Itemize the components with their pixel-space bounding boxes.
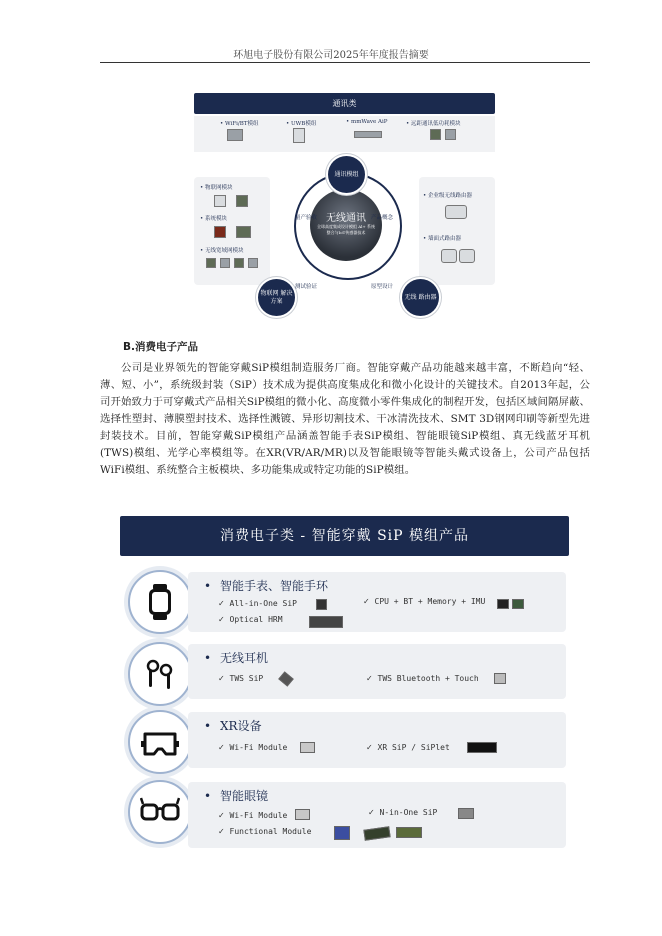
row-title [204, 649, 268, 666]
module-image [497, 599, 509, 609]
product-item-label: TWS Bluetooth + Touch [377, 674, 479, 683]
vr-icon-circle [128, 710, 192, 774]
comm-item-enterprise-router: • 企业级无线路由器 [423, 193, 472, 199]
comm-item-lpwa: • 远距通讯低功耗模块 [406, 121, 461, 127]
check-icon: ✓ [363, 597, 370, 606]
comm-item-iot: • 物联网模块 [200, 185, 233, 191]
product-item-label: XR SiP / SiPlet [377, 743, 450, 752]
watch-icon [140, 582, 180, 622]
glasses-icon-circle [128, 780, 192, 844]
module-image [248, 258, 258, 268]
module-image [236, 226, 251, 238]
module-image [445, 129, 456, 140]
row-title-text: 智能手表、智能手环 [220, 579, 329, 593]
row-title [204, 717, 262, 734]
product-item [366, 743, 450, 752]
module-image [334, 826, 350, 840]
product-item [218, 811, 287, 820]
comm-item-wall-router: • 墙面式路由器 [423, 236, 461, 242]
product-item [218, 827, 311, 836]
stage-mass-production: 量产验收 [295, 215, 318, 221]
wireless-center [310, 189, 382, 261]
check-icon: ✓ [218, 811, 225, 820]
product-row-watch [188, 572, 566, 632]
module-image [494, 673, 506, 684]
row-title [204, 787, 268, 804]
row-title [204, 577, 328, 594]
module-image [396, 827, 422, 838]
stage-concept: 产品概念 [371, 215, 394, 221]
comm-left-panel [194, 177, 270, 285]
product-item [218, 615, 283, 624]
check-icon: ✓ [218, 674, 225, 683]
section-title: B.消费电子产品 [123, 341, 198, 353]
module-image [430, 129, 441, 140]
comm-item-system: • 系统模块 [200, 216, 227, 222]
module-image [234, 258, 244, 268]
comm-item-wifi-bt: • WiFi/BT模组 [220, 121, 259, 127]
product-item-label: TWS SiP [229, 674, 264, 683]
row-title-text: 智能眼镜 [220, 789, 269, 803]
comm-top-row [194, 116, 495, 152]
product-item-label: Wi-Fi Module [229, 811, 288, 820]
center-title: 无线通讯 [326, 213, 366, 224]
module-image [458, 808, 474, 819]
product-item [363, 597, 485, 606]
product-row-earbuds [188, 644, 566, 699]
module-image [512, 599, 524, 609]
product-item [218, 599, 297, 608]
module-image [278, 671, 294, 686]
communications-figure [194, 93, 495, 319]
module-image [214, 226, 226, 238]
product-item-label: Wi-Fi Module [229, 743, 288, 752]
module-image [363, 826, 390, 841]
product-item-label: Functional Module [229, 827, 312, 836]
header-divider [100, 62, 590, 63]
glasses-icon [140, 792, 180, 832]
check-icon: ✓ [218, 743, 225, 752]
module-image [220, 258, 230, 268]
stage-test: 测试验证 [295, 284, 318, 290]
comm-item-mmwave: • mmWave AiP [346, 119, 388, 125]
row-title-text: XR设备 [220, 719, 262, 733]
module-image [316, 599, 327, 610]
comm-item-wwan: • 无线宽域网模块 [200, 248, 244, 254]
module-image [354, 131, 382, 138]
module-image [293, 128, 305, 143]
module-image [227, 129, 243, 141]
node-wireless-router: 无线 路由器 [402, 279, 439, 316]
product-item [368, 808, 437, 817]
earbuds-icon [140, 654, 180, 694]
product-item [218, 674, 263, 683]
consumer-figure-title: 消费电子类 - 智能穿戴 SiP 模组产品 [120, 516, 569, 556]
check-icon: ✓ [218, 827, 225, 836]
product-row-glasses [188, 782, 566, 848]
product-item-label: Optical HRM [229, 615, 283, 624]
module-image [236, 195, 248, 207]
earbuds-icon-circle [128, 642, 192, 706]
product-item-label: N-in-One SiP [379, 808, 438, 817]
router-image [459, 249, 475, 263]
stage-prototype: 原型设计 [371, 284, 394, 290]
bullet: • [204, 719, 212, 733]
module-image [467, 742, 497, 753]
check-icon: ✓ [366, 674, 373, 683]
bullet: • [204, 651, 212, 665]
check-icon: ✓ [366, 743, 373, 752]
row-title-text: 无线耳机 [220, 651, 269, 665]
check-icon: ✓ [218, 615, 225, 624]
page-header: 环旭电子股份有限公司2025年年度报告摘要 [233, 50, 429, 61]
module-image [206, 258, 216, 268]
comm-figure-title: 通讯类 [194, 93, 495, 114]
module-image [214, 195, 226, 207]
comm-item-uwb: • UWB模组 [286, 121, 317, 127]
product-item-label: All-in-One SiP [229, 599, 297, 608]
product-row-xr [188, 712, 566, 768]
product-item-label: CPU + BT + Memory + IMU [374, 597, 486, 606]
product-item [366, 674, 479, 683]
bullet: • [204, 579, 212, 593]
vr-headset-icon [140, 722, 180, 762]
node-comm-module: 通讯模组 [328, 156, 365, 193]
comm-right-panel [419, 177, 495, 285]
module-image [309, 616, 343, 628]
check-icon: ✓ [218, 599, 225, 608]
router-image [441, 249, 457, 263]
check-icon: ✓ [368, 808, 375, 817]
bullet: • [204, 789, 212, 803]
section-paragraph: 公司是业界领先的智能穿戴SiP模组制造服务厂商。智能穿戴产品功能越来越丰富，不断趋向“轻、薄、短、小”，系统级封装（SiP）技术成为提供高度集成化和微小化设计的关键技术。自2013年起，公司开始致力于可穿戴式产品相关SiP模组的微小化、高度微小零件集成化的制程开发，包括区域间隔屏蔽、选择性塑封、薄膜塑封技术、选择性溅镀、异形切割技术、干冰清洗技术、SMT 3D钢网印刷等新型先进封装技术。目前，智能穿戴SiP模组产品涵盖智能手表SiP模组、智能眼镜SiP模组、真无线蓝牙耳机(TWS)模组、光学心率模组等。在XR(VR/AR/MR)以及智能眼镜等智能头戴式设备上，公司产品包括WiFi模组、系统整合主板模块、多功能集成或特定功能的SiP模组。 [100, 362, 590, 476]
watch-icon-circle [128, 570, 192, 634]
module-image [295, 809, 310, 820]
module-image [300, 742, 315, 753]
router-image [445, 205, 467, 219]
center-subtitle: 全球高度集成设计模组 Al+ 系统整合与IoT传感器技术 [316, 224, 376, 235]
node-iot-solution: 物联网 解决方案 [258, 279, 295, 316]
product-item [218, 743, 287, 752]
